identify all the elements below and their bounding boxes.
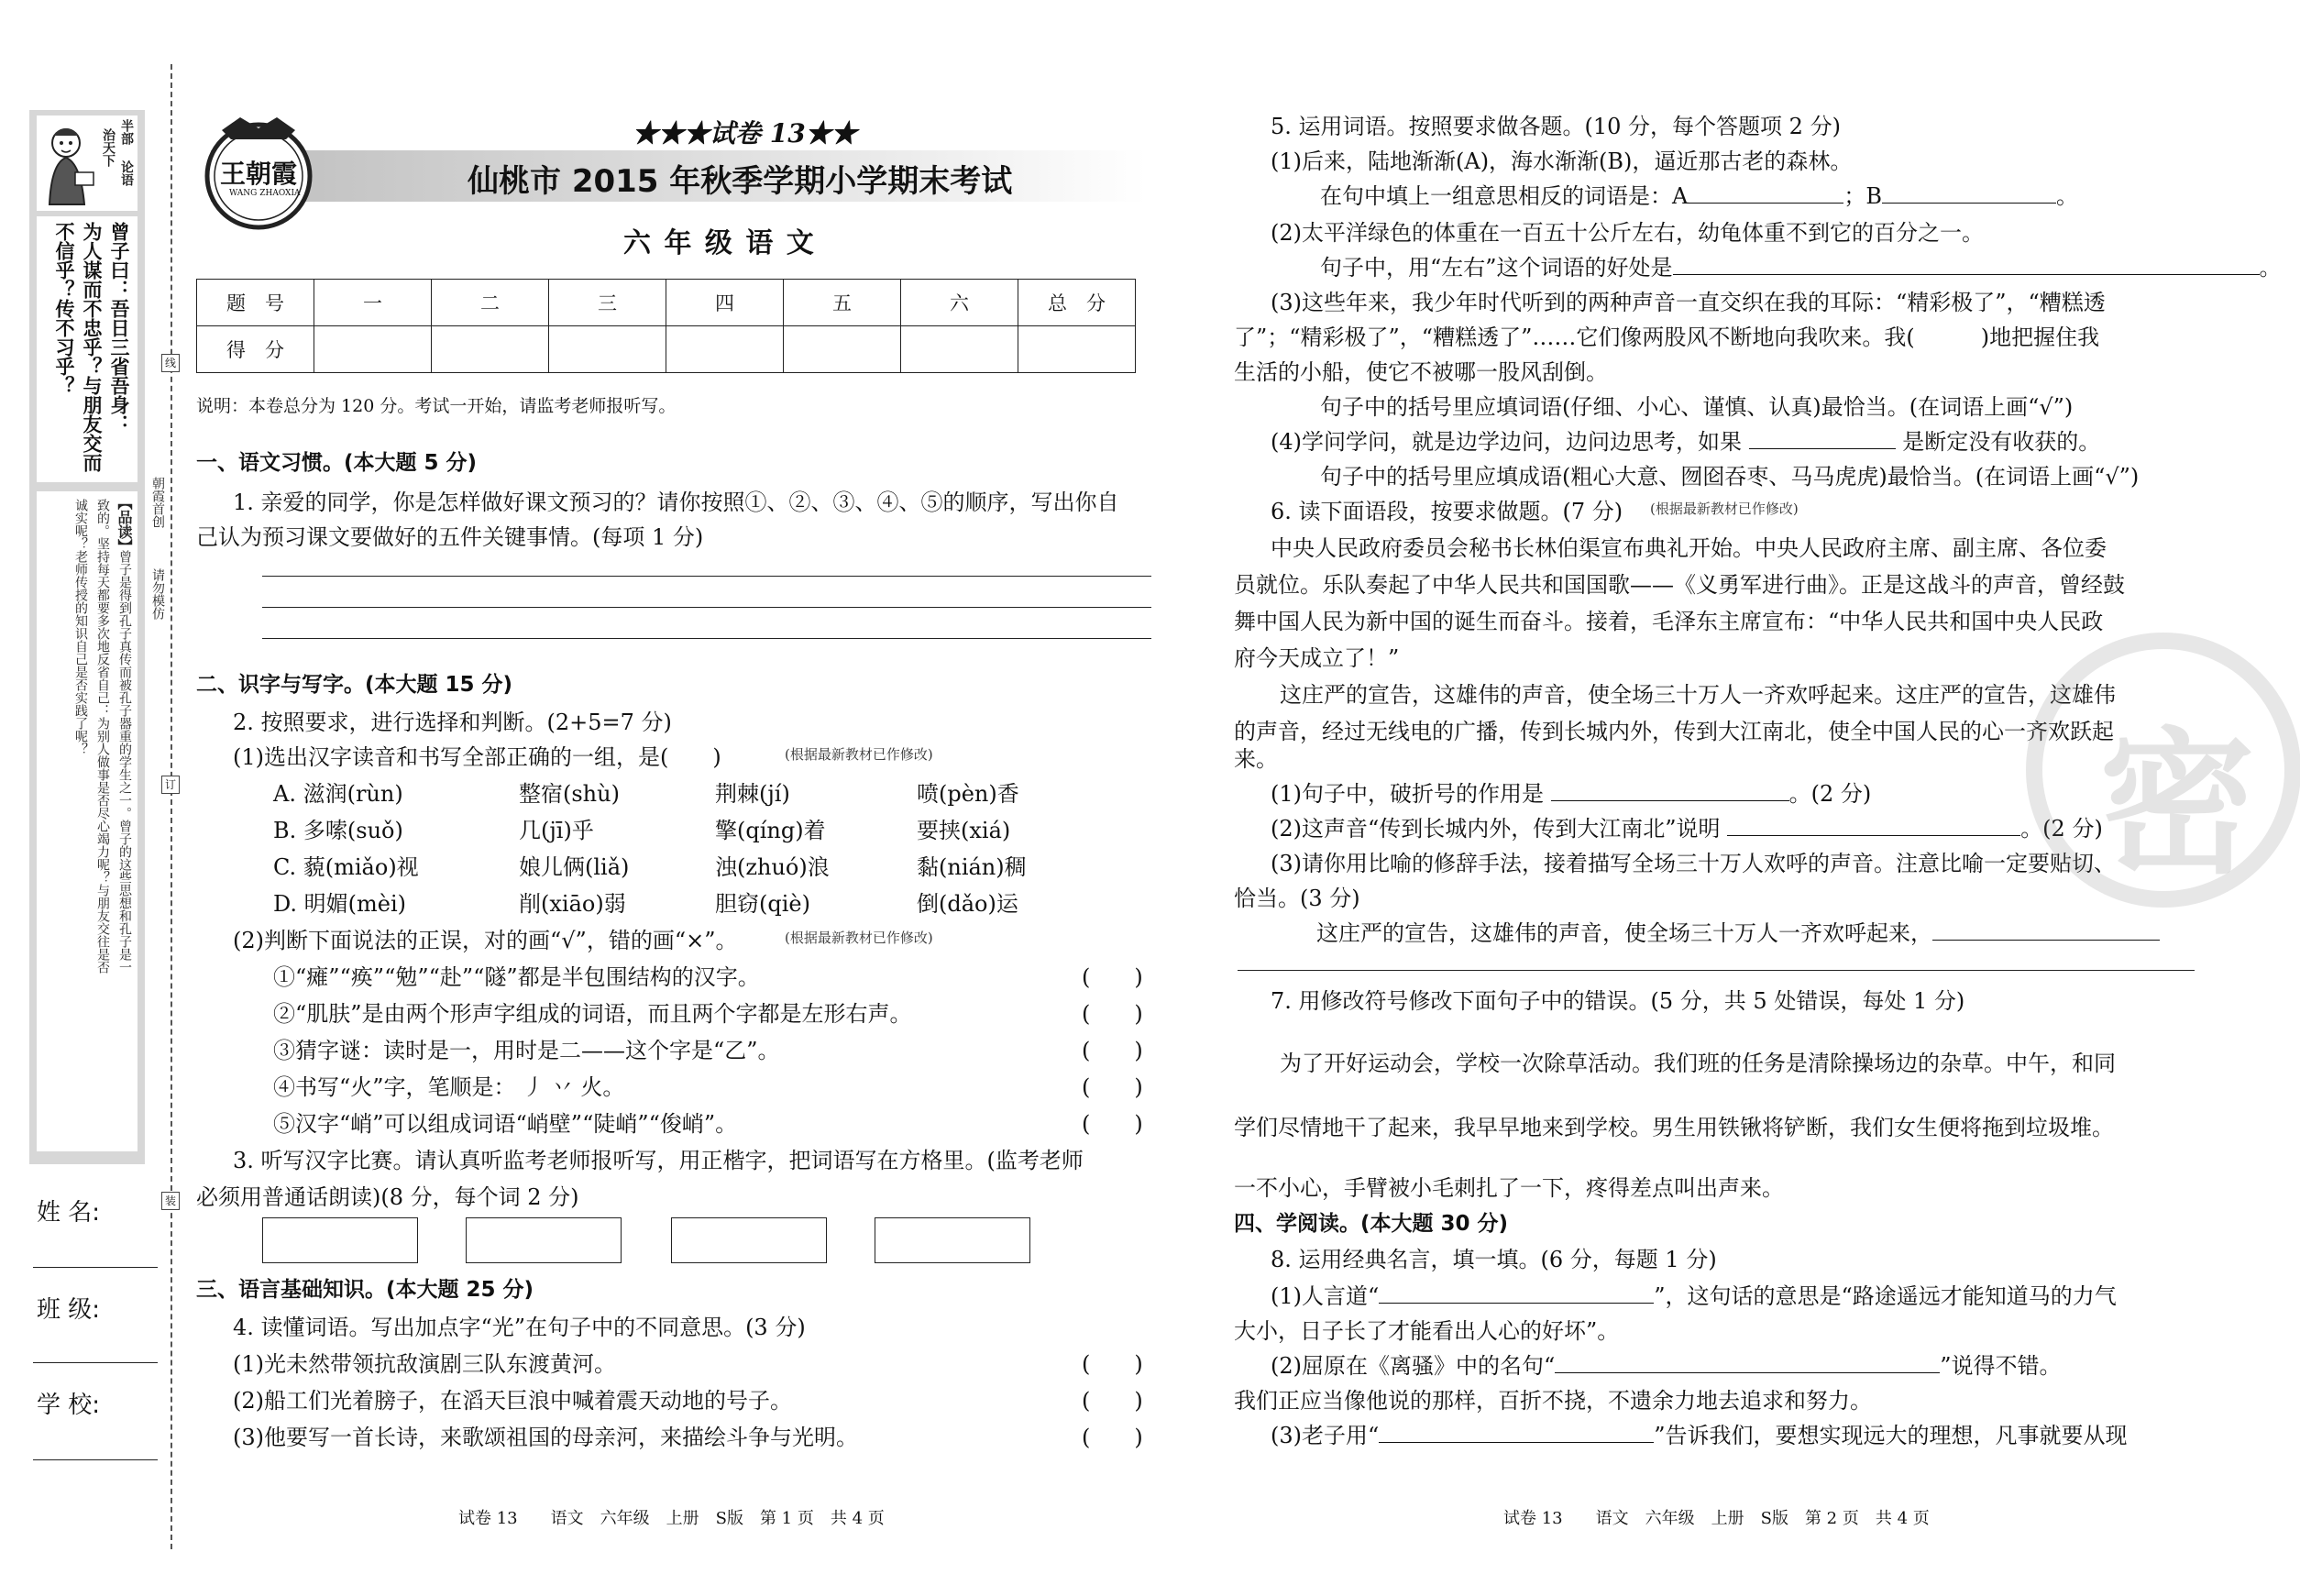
passage-2-a: 这庄严的宣告，这雄伟的声音，使全场三十万人一齐欢呼起来。这庄严的宣告，这雄伟 [1280, 682, 2116, 708]
paper-number: ★★★试卷 13★★ [633, 118, 857, 149]
passage-1-c: 舞中国人民为新中国的诞生而奋斗。接着，毛泽东主席宣布：“中华人民共和国中央人民政 [1234, 609, 2104, 634]
q8-3-text-b: ”告诉我们，要想实现远大的理想，凡事就要从现 [1654, 1423, 2128, 1448]
judge-answer[interactable]: ( ) [1082, 1111, 1143, 1137]
q6-3-blank[interactable] [1932, 918, 2160, 941]
badge-text-3: 治天下 [101, 128, 116, 167]
score-cell: 二 [432, 280, 549, 326]
section-3-title: 三、语言基础知识。(本大题 25 分) [196, 1278, 534, 1302]
q8-2-blank[interactable] [1555, 1350, 1940, 1373]
option-b-4: 要挟(xiá) [917, 818, 1011, 843]
class-label: 班 级: [37, 1296, 101, 1324]
judge-answer[interactable]: ( ) [1082, 964, 1143, 990]
q6-3-b: 恰当。(3 分) [1234, 886, 1360, 911]
q6-2 [1271, 810, 2103, 842]
q5-1-blank-b[interactable] [1882, 181, 2056, 204]
pindu-line-1: 曾子是得到孔子真传而被孔子器重的学生之一。曾子的这些思想和孔子是一 [117, 550, 132, 974]
logo-text: 王朝霞 [220, 159, 298, 189]
option-a-2: 整宿(shù) [519, 781, 620, 807]
score-cell: 得 分 [197, 326, 314, 373]
seal-mark-2: 订 [161, 776, 180, 794]
section-2-title: 二、识字与写字。(本大题 15 分) [196, 673, 513, 697]
judge-answer[interactable]: ( ) [1082, 1001, 1143, 1027]
badge-text-2: 论语 [119, 160, 134, 186]
secret-stamp-text: 密 [2099, 714, 2256, 896]
q5-4-answer: 句子中的括号里应填成语(粗心大意、囫囵吞枣、马马虎虎)最恰当。(在词语上画“√”) [1320, 464, 2140, 490]
q3-line-a: 3. 听写汉字比赛。请认真听监考老师报听写，用正楷字，把词语写在方格里。(监考老师 [233, 1148, 1084, 1173]
q7-stem: 7. 用修改符号修改下面句子中的错误。(5 分，共 5 处错误，每处 1 分) [1271, 988, 1965, 1014]
score-input[interactable] [784, 326, 901, 373]
q8-2-text-b: ”说得不错。 [1940, 1353, 2062, 1379]
school-field[interactable] [33, 1459, 158, 1460]
fold-text-1: 朝霞首创 [150, 477, 165, 528]
passage-1-a: 中央人民政府委员会秘书长林伯渠宣布典礼开始。中央人民政府主席、副主席、各位委 [1271, 535, 2107, 561]
q8-1-text-a: (1)人言道“ [1271, 1283, 1380, 1309]
option-b-2: 几(jī)乎 [519, 818, 594, 843]
q4-item-2: (2)船工们光着膀子，在滔天巨浪中喊着震天动地的号子。 [233, 1388, 792, 1414]
judge-item-5: ⑤汉字“峭”可以组成词语“峭壁”“陡峭”“俊峭”。 [273, 1111, 738, 1137]
q5-1-text-a: 在句中填上一组意思相反的词语是：A [1320, 183, 1689, 209]
dictation-box-3[interactable] [671, 1217, 827, 1263]
judge-item-3: ③猜字谜：读时是一，用时是二——这个字是“乙”。 [273, 1038, 780, 1063]
name-field[interactable] [33, 1267, 158, 1268]
answer-line[interactable] [262, 576, 1151, 577]
q8-3-text-a: (3)老子用“ [1271, 1423, 1380, 1448]
option-d-3: 胆窃(qiè) [715, 891, 810, 917]
option-a-1: A. 滋润(rùn) [273, 781, 403, 807]
q5-4-blank[interactable] [1749, 426, 1896, 449]
left-footer: 试卷 13 语文 六年级 上册 S版 第 1 页 共 4 页 [458, 1509, 885, 1528]
score-input[interactable] [549, 326, 666, 373]
option-b-3: 擎(qíng)着 [715, 818, 826, 843]
score-input[interactable] [666, 326, 784, 373]
q6-1 [1271, 776, 1871, 808]
option-b-1: B. 多嗦(suǒ) [273, 818, 403, 843]
q6-3-a: (3)请你用比喻的修辞手法，接着描写全场三十万人欢呼的声音。注意比喻一定要贴切、 [1271, 851, 2116, 876]
q8-2 [1271, 1348, 2062, 1380]
fold-text-2: 请勿模仿 [150, 568, 165, 620]
q5-2-blank[interactable] [1673, 252, 2260, 275]
q5-1-text-b: ；B [1843, 183, 1882, 209]
class-field[interactable] [33, 1362, 158, 1363]
subject-title: 六 年 级 语 文 [623, 227, 816, 259]
score-row-values [197, 326, 1136, 373]
q1-line-b: 己认为预习课文要做好的五件关键事情。(每项 1 分) [196, 524, 704, 550]
score-input[interactable] [901, 326, 1018, 373]
quote-line-3: 不信乎？传不习乎？ [53, 222, 75, 395]
q5-1: (1)后来，陆地渐渐(A)，海水渐渐(B)，逼近那古老的森林。 [1271, 149, 1853, 174]
q2-stem: 2. 按照要求，进行选择和判断。(2+5=7 分) [233, 710, 672, 735]
judge-item-2: ②“肌肤”是由两个形声字组成的词语，而且两个字都是左形右声。 [273, 1001, 912, 1027]
exam-title: 仙桃市 2015 年秋季学期小学期末考试 [468, 163, 1013, 200]
dictation-box-4[interactable] [875, 1217, 1030, 1263]
scholar-illustration [39, 117, 103, 213]
option-d-4: 倒(dǎo)运 [917, 891, 1018, 917]
option-a-3: 荆棘(jí) [715, 781, 790, 807]
q8-1-c: 大小，日子长了才能看出人心的好坏”。 [1234, 1318, 1620, 1344]
quote-line-1: 曾子曰：吾日三省吾身： [108, 222, 130, 434]
q6-1-blank[interactable] [1551, 778, 1789, 801]
exam-note: 说明：本卷总分为 120 分。考试一开始，请监考老师报听写。 [196, 396, 677, 416]
q5-2: (2)太平洋绿色的体重在一百五十公斤左右，幼龟体重不到它的百分之一。 [1271, 220, 1984, 246]
q8-3-blank[interactable] [1379, 1420, 1654, 1443]
judge-item-1: ①“瘫”“痪”“勉”“赴”“隧”都是半包围结构的汉字。 [273, 964, 760, 990]
section-4-title: 四、学阅读。(本大题 30 分) [1234, 1212, 1509, 1236]
q7-sentence-a: 为了开好运动会，学校一次除草活动。我们班的任务是清除操场边的杂草。中午，和同 [1280, 1051, 2116, 1076]
q2-1-note: (根据最新教材已作修改) [785, 746, 933, 763]
q8-1-text-b: ”，这句话的意思是“路途遥远才能知道马的力气 [1654, 1283, 2117, 1309]
q6-2-text: (2)这声音“传到长城内外，传到大江南北”说明 [1271, 816, 1721, 842]
q8-1-blank[interactable] [1379, 1281, 1654, 1304]
pindu-line-3: 诚实呢？老师传授的知识自己是否实践了呢？ [73, 499, 88, 755]
q5-2-text: 句子中，用“左右”这个词语的好处是 [1320, 255, 1673, 281]
option-a-4: 喷(pèn)香 [917, 781, 1019, 807]
q4-answer[interactable]: ( ) [1082, 1388, 1143, 1414]
q6-1-tail: 。(2 分) [1788, 781, 1872, 807]
q2-2-stem: (2)判断下面说法的正误，对的画“√”，错的画“×”。 [233, 928, 738, 953]
passage-1-d: 府今天成立了！” [1234, 645, 1400, 671]
score-cell: 四 [666, 280, 784, 326]
q4-answer[interactable]: ( ) [1082, 1351, 1143, 1377]
seal-mark-1: 线 [161, 354, 180, 372]
q7-sentence-c: 一不小心，手臂被小毛刺扎了一下，疼得差点叫出声来。 [1234, 1175, 1784, 1201]
q5-1-blank-a[interactable] [1688, 181, 1843, 204]
judge-answer[interactable]: ( ) [1082, 1038, 1143, 1063]
option-c-1: C. 藐(miǎo)视 [273, 854, 419, 880]
q5-3-c: 生活的小船，使它不被哪一股风刮倒。 [1234, 359, 1608, 385]
option-d-1: D. 明媚(mèi) [273, 891, 407, 917]
q2-2-note: (根据最新教材已作修改) [785, 930, 933, 946]
q4-item-3: (3)他要写一首长诗，来歌颂祖国的母亲河，来描绘斗争与光明。 [233, 1425, 858, 1450]
pindu-label: 【品读】 [116, 495, 133, 554]
q5-4 [1271, 424, 2100, 456]
passage-2-c: 来。 [1234, 746, 1278, 772]
right-footer: 试卷 13 语文 六年级 上册 S版 第 2 页 共 4 页 [1503, 1509, 1930, 1528]
name-label: 姓 名: [37, 1199, 101, 1227]
passage-1-b: 员就位。乐队奏起了中华人民共和国国歌——《义勇军进行曲》。正是这战斗的声音，曾经鼓 [1234, 572, 2125, 598]
option-d-2: 削(xiāo)弱 [519, 891, 626, 917]
q5-stem: 5. 运用词语。按照要求做各题。(10 分，每个答题项 2 分) [1271, 114, 1841, 139]
q8-1 [1271, 1278, 2117, 1310]
seal-mark-3: 装 [161, 1192, 180, 1210]
q1-line-a: 1. 亲爱的同学，你是怎样做好课文预习的？请你按照①、②、③、④、⑤的顺序，写出你自 [233, 490, 1119, 515]
q4-stem: 4. 读懂词语。写出加点字“光”在句子中的不同意思。(3 分) [233, 1315, 806, 1340]
judge-answer[interactable]: ( ) [1082, 1074, 1143, 1100]
q8-2-text-a: (2)屈原在《离骚》中的名句“ [1271, 1353, 1556, 1379]
q4-answer[interactable]: ( ) [1082, 1425, 1143, 1450]
q6-2-tail: 。(2 分) [2020, 816, 2103, 842]
q6-3-c [1316, 915, 2160, 947]
score-cell: 三 [549, 280, 666, 326]
q2-1-stem: (1)选出汉字读音和书写全部正确的一组，是( ) [233, 744, 721, 770]
score-input[interactable] [432, 326, 549, 373]
q5-4-text-a: (4)学问学问，就是边学边问，边问边思考，如果 [1271, 429, 1742, 455]
school-label: 学 校: [37, 1392, 101, 1419]
q5-3-answer: 句子中的括号里应填词语(仔细、小心、谨慎、认真)最恰当。(在词语上画“√”) [1320, 394, 2074, 420]
q5-4-text-b: 是断定没有收获的。 [1902, 429, 2101, 455]
answer-line[interactable] [262, 638, 1151, 639]
q6-note: (根据最新教材已作修改) [1650, 501, 1799, 517]
option-c-4: 黏(nián)稠 [917, 854, 1027, 880]
q5-3-b: 了”；“精彩极了”，“糟糕透了”……它们像两股风不断地向我吹来。我( )地把握住我 [1234, 325, 2100, 350]
q5-1-answer: 在句中填上一组意思相反的词语是：A ；B 。 [1320, 178, 2078, 210]
score-row-header [197, 280, 1136, 326]
option-c-3: 浊(zhuó)浪 [715, 854, 830, 880]
score-cell: 一 [314, 280, 432, 326]
section-1-title: 一、语文习惯。(本大题 5 分) [196, 451, 478, 475]
q5-3-a: (3)这些年来，我少年时代听到的两种声音一直交织在我的耳际：“精彩极了”，“糟糕透 [1271, 290, 2106, 315]
q3-line-b: 必须用普通话朗读)(8 分，每个词 2 分) [196, 1184, 579, 1210]
score-input[interactable] [314, 326, 432, 373]
q8-3 [1271, 1417, 2128, 1449]
q6-3-text: 这庄严的宣告，这雄伟的声音，使全场三十万人一齐欢呼起来， [1316, 920, 1932, 946]
score-cell: 五 [784, 280, 901, 326]
q7-sentence-b: 学们尽情地干了起来，我早早地来到学校。男生用铁锹将铲断，我们女生便将拖到垃圾堆。 [1234, 1115, 2114, 1140]
judge-item-4: ④书写“火”字，笔顺是： 丿 丷 火。 [273, 1074, 625, 1100]
q8-stem: 8. 运用经典名言，填一填。(6 分，每题 1 分) [1271, 1247, 1717, 1272]
passage-2-b: 的声音，经过无线电的广播，传到长城内外，传到大江南北，使全中国人民的心一齐欢跃起 [1234, 719, 2114, 744]
score-input[interactable] [1018, 326, 1136, 373]
q6-1-text: (1)句子中，破折号的作用是 [1271, 781, 1544, 807]
answer-line[interactable] [1238, 970, 2195, 971]
score-cell: 六 [901, 280, 1018, 326]
fold-line [171, 64, 172, 1549]
score-table [196, 279, 1136, 373]
option-c-2: 娘儿俩(liǎ) [519, 854, 630, 880]
answer-line[interactable] [262, 607, 1151, 608]
pindu-line-2: 致的。坚持每天都要多次地反省自己：为别人做事是否尽心竭力呢？与朋友交往是否 [95, 499, 110, 974]
q8-2-c: 我们正应当像他说的那样，百折不挠，不遗余力地去追求和努力。 [1234, 1388, 1872, 1414]
dictation-box-2[interactable] [466, 1217, 622, 1263]
score-cell: 总 分 [1018, 280, 1136, 326]
dictation-box-1[interactable] [262, 1217, 418, 1263]
score-cell: 题 号 [197, 280, 314, 326]
logo-subtext: WANG ZHAOXIA [229, 189, 301, 198]
q4-item-1: (1)光未然带领抗敌演剧三队东渡黄河。 [233, 1351, 616, 1377]
q6-stem: 6. 读下面语段，按要求做题。(7 分) [1271, 499, 1623, 524]
quote-line-2: 为人谋而不忠乎？与朋友交而 [81, 222, 103, 472]
q6-2-blank[interactable] [1727, 813, 2020, 836]
badge-text-1: 半部 [119, 119, 134, 145]
q5-2-answer: 句子中，用“左右”这个词语的好处是 。 [1320, 249, 2282, 281]
